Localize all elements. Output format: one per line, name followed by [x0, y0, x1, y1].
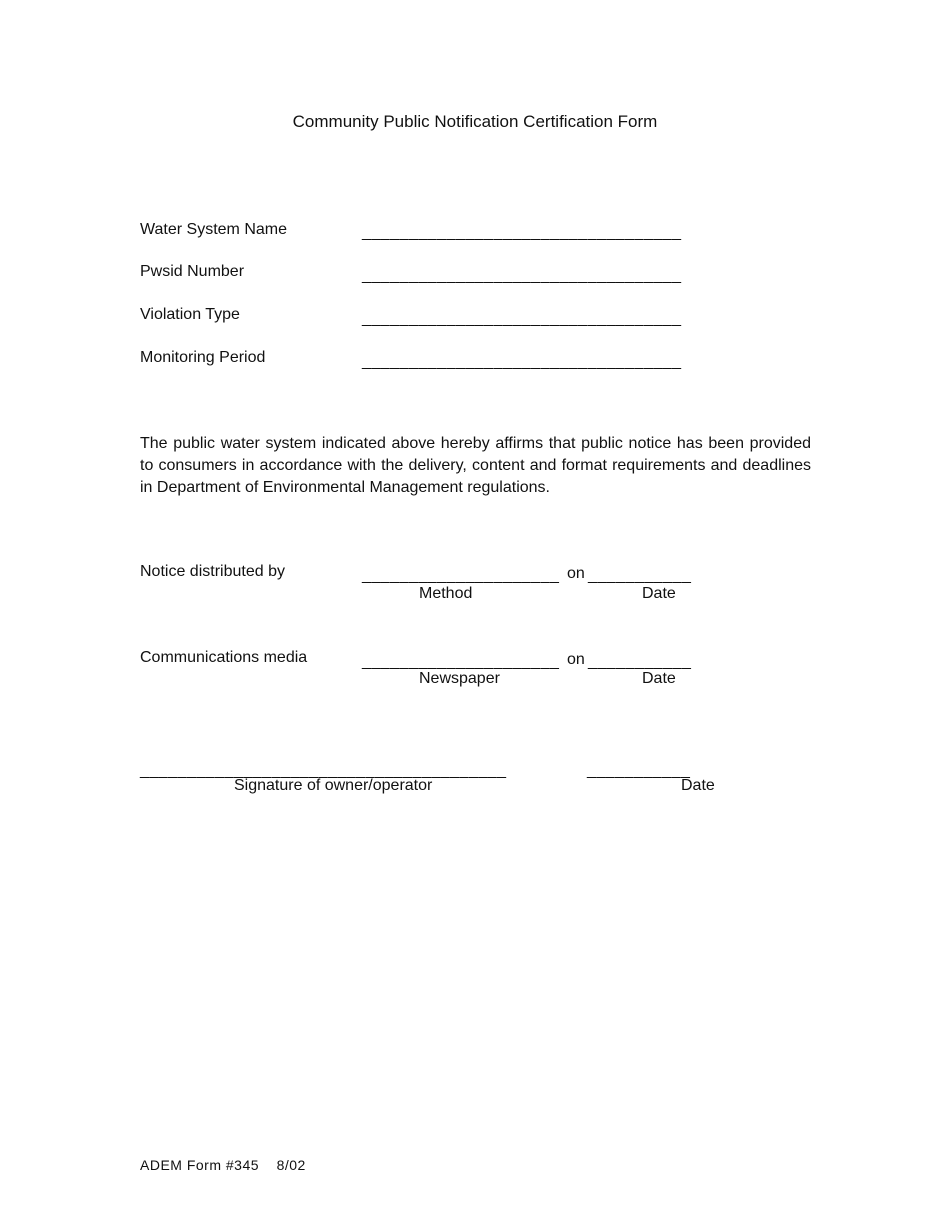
form-title: Community Public Notification Certification Form [292, 112, 658, 131]
distribution-method-field[interactable]: _____________________ [362, 567, 560, 584]
form-number-footer: ADEM Form #345 8/02 [140, 1157, 306, 1173]
media-date-field[interactable]: ___________ [588, 653, 692, 670]
violation-type-field[interactable]: __________________________________ [362, 310, 682, 327]
water-system-name-field[interactable]: __________________________________ [362, 224, 682, 241]
media-date-caption: Date [642, 670, 676, 687]
signature-date-field[interactable]: ___________ [587, 762, 691, 779]
certification-statement: The public water system indicated above hereby affirms that public notice has been provided to consumers in accordance with the delivery, content and format requirements and deadlines in Department of Environmental Management regulations. [140, 435, 811, 496]
monitoring-period-label: Monitoring Period [140, 349, 266, 366]
monitoring-period-field[interactable]: __________________________________ [362, 353, 682, 370]
media-on-label: on [567, 651, 585, 668]
distribution-date-field[interactable]: ___________ [588, 567, 692, 584]
newspaper-caption: Newspaper [419, 670, 500, 687]
pwsid-number-label: Pwsid Number [140, 263, 245, 280]
distribution-date-caption: Date [642, 585, 676, 602]
method-caption: Method [419, 585, 473, 602]
communications-media-label: Communications media [140, 649, 308, 666]
signature-field[interactable]: _______________________________________ [140, 762, 507, 779]
pwsid-number-field[interactable]: __________________________________ [362, 267, 682, 284]
water-system-name-label: Water System Name [140, 221, 287, 238]
notice-distributed-label: Notice distributed by [140, 563, 285, 580]
signature-caption: Signature of owner/operator [234, 777, 433, 794]
violation-type-label: Violation Type [140, 306, 240, 323]
distribution-on-label: on [567, 565, 585, 582]
signature-date-caption: Date [681, 777, 715, 794]
media-type-field[interactable]: _____________________ [362, 653, 560, 670]
